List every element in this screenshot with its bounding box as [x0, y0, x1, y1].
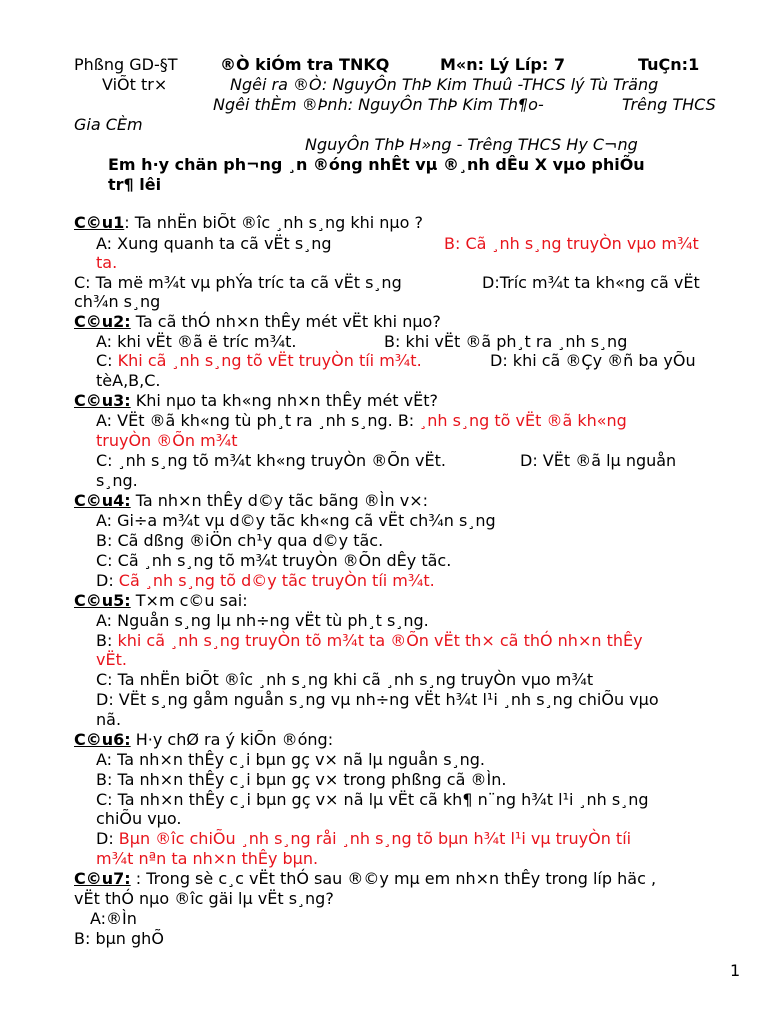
option-b: B: bµn ghÕ: [74, 929, 164, 948]
instruction-line-1: Em h·y chän ph¬ng ¸n ®óng nhÊt vµ ®¸nh dÊu X vµo phiÕu: [108, 155, 645, 174]
option-d: D: VËt ®ã lµ nguån: [520, 451, 677, 470]
option-a-b: [96, 411, 627, 430]
option-d-correct: Bµn ®îc chiÕu ¸nh s¸ng råi ¸nh s¸ng tõ bµn h¾t l¹i vµ truyÒn tíi: [118, 829, 632, 848]
header-office: Phßng GD-§T: [74, 55, 178, 74]
option-prefix: C:: [96, 351, 118, 370]
header-reviewer-school: Trêng THCS: [622, 95, 716, 114]
header-author: Ngêi ra ®Ò: NguyÔn ThÞ Kim Thuû -THCS lý Tù Träng: [230, 75, 659, 94]
header-week: TuÇn:1: [638, 55, 700, 74]
instruction-line-2: tr¶ lêi: [108, 175, 162, 194]
option-d-cont: ch¾n s¸ng: [74, 292, 161, 311]
option-d-correct: Cã ¸nh s¸ng tõ d©y tãc truyÒn tíi m¾t.: [118, 571, 435, 590]
option-d: D: VËt s¸ng gåm nguån s¸ng vµ nh÷ng vËt h¾t l¹i ¸nh s¸ng chiÕu vµo: [96, 690, 659, 709]
option-c-cont: chiÕu vµo.: [96, 809, 182, 828]
page-number: 1: [730, 961, 741, 980]
option-c: C: Ta më m¾t vµ phÝa tríc ta cã vËt s¸ng: [74, 273, 402, 292]
option-b-correct: ¸nh s¸ng tõ vËt ®ã kh«ng: [419, 411, 627, 430]
option-b-correct: B: Cã ¸nh s¸ng truyÒn vµo m¾t: [444, 234, 699, 253]
option-b: B: Cã dßng ®iÖn ch¹y qua d©y tãc.: [96, 531, 384, 550]
option-d: [96, 829, 631, 848]
option-d: D: khi cã ®Çy ®ñ ba yÕu: [490, 351, 696, 370]
option-c: C: ¸nh s¸ng tõ m¾t kh«ng truyÒn ®Õn vËt.: [96, 451, 446, 470]
option-c: [96, 351, 422, 370]
option-c-correct: Khi cã ¸nh s¸ng tõ vËt truyÒn tíi m¾t.: [117, 351, 422, 370]
question-2: [74, 312, 441, 331]
option-prefix: D:: [96, 571, 119, 590]
option-b: B: Ta nh×n thÊy c¸i bµn gç v× trong phßng cã ®Ìn.: [96, 770, 507, 789]
option-b-correct: khi cã ¸nh s¸ng truyÒn tõ m¾t ta ®Õn vËt th× cã thÓ nh×n thÊy: [117, 631, 643, 650]
option-d-cont: nã.: [96, 710, 122, 729]
option-d: [96, 571, 435, 590]
option-d-cont: s¸ng.: [96, 471, 138, 490]
option-c: C: Cã ¸nh s¸ng tõ m¾t truyÒn ®Õn dÊy tãc.: [96, 551, 452, 570]
header-compiled: ViÕt tr×: [102, 75, 168, 94]
question-text: H·y chØ ra ý kiÕn ®óng:: [130, 730, 334, 749]
option-a: A: Ta nh×n thÊy c¸i bµn gç v× nã lµ nguån s¸ng.: [96, 750, 485, 769]
option-b-correct-cont: truyÒn ®Õn m¾t: [96, 431, 238, 450]
question-7-cont: vËt thÓ nµo ®îc gäi lµ vËt s¸ng?: [74, 889, 334, 908]
option-c: C: Ta nhËn biÕt ®îc ¸nh s¸ng khi cã ¸nh s¸ng truyÒn vµo m¾t: [96, 670, 594, 689]
question-label: C©u6:: [74, 730, 131, 749]
option-d: D:Tríc m¾t ta kh«ng cã vËt: [482, 273, 700, 292]
option-b-correct-cont: ta.: [96, 253, 118, 272]
question-text: T×m c©u sai:: [130, 591, 248, 610]
question-label: C©u4:: [74, 491, 131, 510]
question-label: C©u3:: [74, 391, 131, 410]
question-label: C©u1: [74, 213, 125, 232]
question-text: : Trong sè c¸c vËt thÓ sau ®©y mµ em nh×n thÊy trong líp häc ,: [130, 869, 657, 888]
question-6: [74, 730, 333, 749]
header-subject: M«n: Lý Líp: 7: [440, 55, 565, 74]
question-label: C©u7:: [74, 869, 131, 888]
question-1: [74, 213, 423, 232]
option-prefix: B:: [96, 631, 118, 650]
question-label: C©u2:: [74, 312, 131, 331]
option-prefix: D:: [96, 829, 119, 848]
option-c: C: Ta nh×n thÊy c¸i bµn gç v× nã lµ vËt cã kh¶ n¨ng h¾t l¹i ¸nh s¸ng: [96, 790, 649, 809]
question-label: C©u5:: [74, 591, 131, 610]
question-7: [74, 869, 656, 888]
option-a: A: Gi÷a m¾t vµ d©y tãc kh«ng cã vËt ch¾n s¸ng: [96, 511, 496, 530]
option-d-correct-cont: m¾t nªn ta nh×n thÊy bµn.: [96, 849, 319, 868]
header-reviewer-school-cont: Gia CÈm: [74, 115, 143, 134]
question-text: Ta nh×n thÊy d©y tãc bãng ®Ìn v×:: [130, 491, 428, 510]
question-5: [74, 591, 248, 610]
question-text: Ta cã thÓ nh×n thÊy mét vËt khi nµo?: [130, 312, 441, 331]
option-b: B: khi vËt ®ã ph¸t ra ¸nh s¸ng: [384, 332, 628, 351]
option-d-cont: tèA,B,C.: [96, 371, 161, 390]
option-b: [96, 631, 643, 650]
question-4: [74, 491, 428, 510]
option-a: A: Nguån s¸ng lµ nh÷ng vËt tù ph¸t s¸ng.: [96, 611, 429, 630]
question-text: : Ta nhËn biÕt ®îc ¸nh s¸ng khi nµo ?: [124, 213, 423, 232]
question-3: [74, 391, 438, 410]
header-reviewer2: NguyÔn ThÞ H»ng - Trêng THCS Hy C¬ng: [305, 135, 638, 154]
header-reviewer: Ngêi thÈm ®Þnh: NguyÔn ThÞ Kim Th¶o-: [213, 95, 544, 114]
header-exam-title: ®Ò kiÓm tra TNKQ: [220, 55, 390, 74]
option-a: A: khi vËt ®ã ë tríc m¾t.: [96, 332, 297, 351]
question-text: Khi nµo ta kh«ng nh×n thÊy mét vËt?: [130, 391, 438, 410]
option-a: A:®Ìn: [90, 909, 137, 928]
option-a: A: Xung quanh ta cã vËt s¸ng: [96, 234, 332, 253]
option-prefix: A: VËt ®ã kh«ng tù ph¸t ra ¸nh s¸ng. B:: [96, 411, 420, 430]
option-b-correct-cont: vËt.: [96, 650, 127, 669]
